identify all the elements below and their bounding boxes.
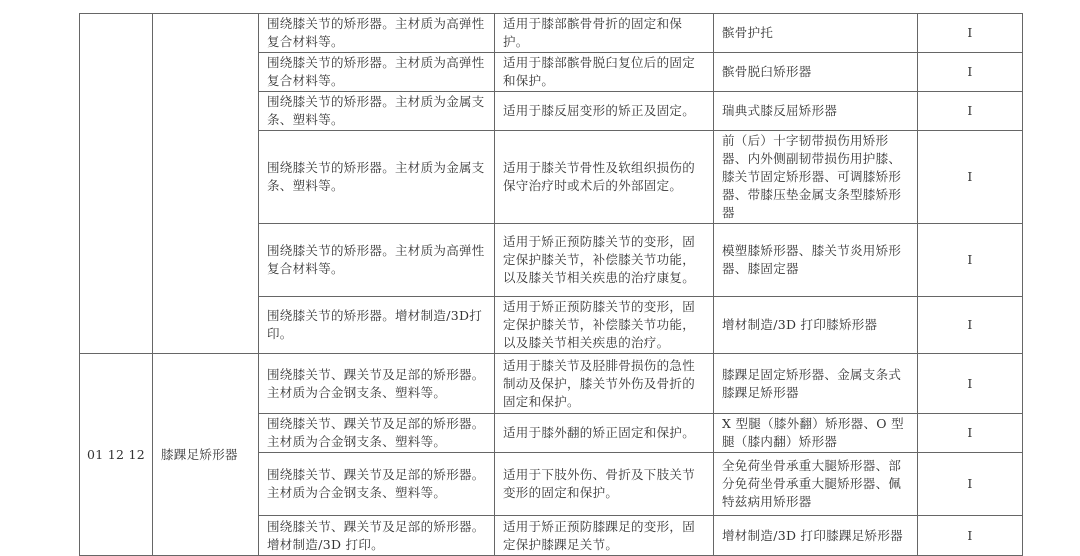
product-description: 围绕膝关节的矫形器。增材制造/3D打印。 xyxy=(259,297,495,354)
management-class: I xyxy=(918,354,1023,414)
product-description: 围绕膝关节、踝关节及足部的矫形器。主材质为合金钢支条、塑料等。 xyxy=(259,453,495,516)
intended-use: 适用于矫正预防膝关节的变形，固定保护膝关节，补偿膝关节功能，以及膝关节相关疾患的治疗康复。 xyxy=(495,224,714,297)
intended-use: 适用于下肢外伤、骨折及下肢关节变形的固定和保护。 xyxy=(495,453,714,516)
table-row xyxy=(80,14,1023,53)
management-class: I xyxy=(918,53,1023,92)
product-description: 围绕膝关节、踝关节及足部的矫形器。主材质为合金钢支条、塑料等。 xyxy=(259,354,495,414)
intended-use: 适用于膝部髌骨脱臼复位后的固定和保护。 xyxy=(495,53,714,92)
category-code: 01 12 12 xyxy=(80,354,153,556)
intended-use: 适用于矫正预防膝关节的变形，固定保护膝关节，补偿膝关节功能，以及膝关节相关疾患的治疗。 xyxy=(495,297,714,354)
product-examples: 增材制造/3D 打印膝矫形器 xyxy=(714,297,918,354)
category-name xyxy=(153,14,259,354)
management-class: I xyxy=(918,92,1023,131)
intended-use: 适用于膝外翻的矫正固定和保护。 xyxy=(495,414,714,453)
product-examples: 前（后）十字韧带损伤用矫形器、内外侧副韧带损伤用护膝、膝关节固定矫形器、可调膝矫形器、带膝压垫金属支条型膝矫形器 xyxy=(714,131,918,224)
table-row xyxy=(80,354,1023,414)
management-class: I xyxy=(918,414,1023,453)
management-class: I xyxy=(918,224,1023,297)
management-class: I xyxy=(918,14,1023,53)
product-description: 围绕膝关节的矫形器。主材质为金属支条、塑料等。 xyxy=(259,92,495,131)
product-examples: X 型腿（膝外翻）矫形器、O 型腿（膝内翻）矫形器 xyxy=(714,414,918,453)
intended-use: 适用于膝反屈变形的矫正及固定。 xyxy=(495,92,714,131)
intended-use: 适用于膝部髌骨骨折的固定和保护。 xyxy=(495,14,714,53)
product-description: 围绕膝关节的矫形器。主材质为高弹性复合材料等。 xyxy=(259,53,495,92)
product-examples: 模塑膝矫形器、膝关节炎用矫形器、膝固定器 xyxy=(714,224,918,297)
product-examples: 髌骨护托 xyxy=(714,14,918,53)
management-class: I xyxy=(918,131,1023,224)
product-examples: 膝踝足固定矫形器、金属支条式膝踝足矫形器 xyxy=(714,354,918,414)
management-class: I xyxy=(918,453,1023,516)
product-examples: 增材制造/3D 打印膝踝足矫形器 xyxy=(714,516,918,556)
category-code xyxy=(80,14,153,354)
product-examples: 瑞典式膝反屈矫形器 xyxy=(714,92,918,131)
product-description: 围绕膝关节的矫形器。主材质为金属支条、塑料等。 xyxy=(259,131,495,224)
product-description: 围绕膝关节、踝关节及足部的矫形器。主材质为合金钢支条、塑料等。 xyxy=(259,414,495,453)
product-description: 围绕膝关节的矫形器。主材质为高弹性复合材料等。 xyxy=(259,14,495,53)
product-description: 围绕膝关节的矫形器。主材质为高弹性复合材料等。 xyxy=(259,224,495,297)
category-name: 膝踝足矫形器 xyxy=(153,354,259,556)
device-classification-table xyxy=(79,13,1023,556)
product-description: 围绕膝关节、踝关节及足部的矫形器。增材制造/3D 打印。 xyxy=(259,516,495,556)
intended-use: 适用于矫正预防膝踝足的变形，固定保护膝踝足关节。 xyxy=(495,516,714,556)
intended-use: 适用于膝关节骨性及软组织损伤的保守治疗时或术后的外部固定。 xyxy=(495,131,714,224)
intended-use: 适用于膝关节及胫腓骨损伤的急性制动及保护，膝关节外伤及骨折的固定和保护。 xyxy=(495,354,714,414)
management-class: I xyxy=(918,516,1023,556)
management-class: I xyxy=(918,297,1023,354)
product-examples: 髌骨脱臼矫形器 xyxy=(714,53,918,92)
product-examples: 全免荷坐骨承重大腿矫形器、部分免荷坐骨承重大腿矫形器、佩特兹病用矫形器 xyxy=(714,453,918,516)
